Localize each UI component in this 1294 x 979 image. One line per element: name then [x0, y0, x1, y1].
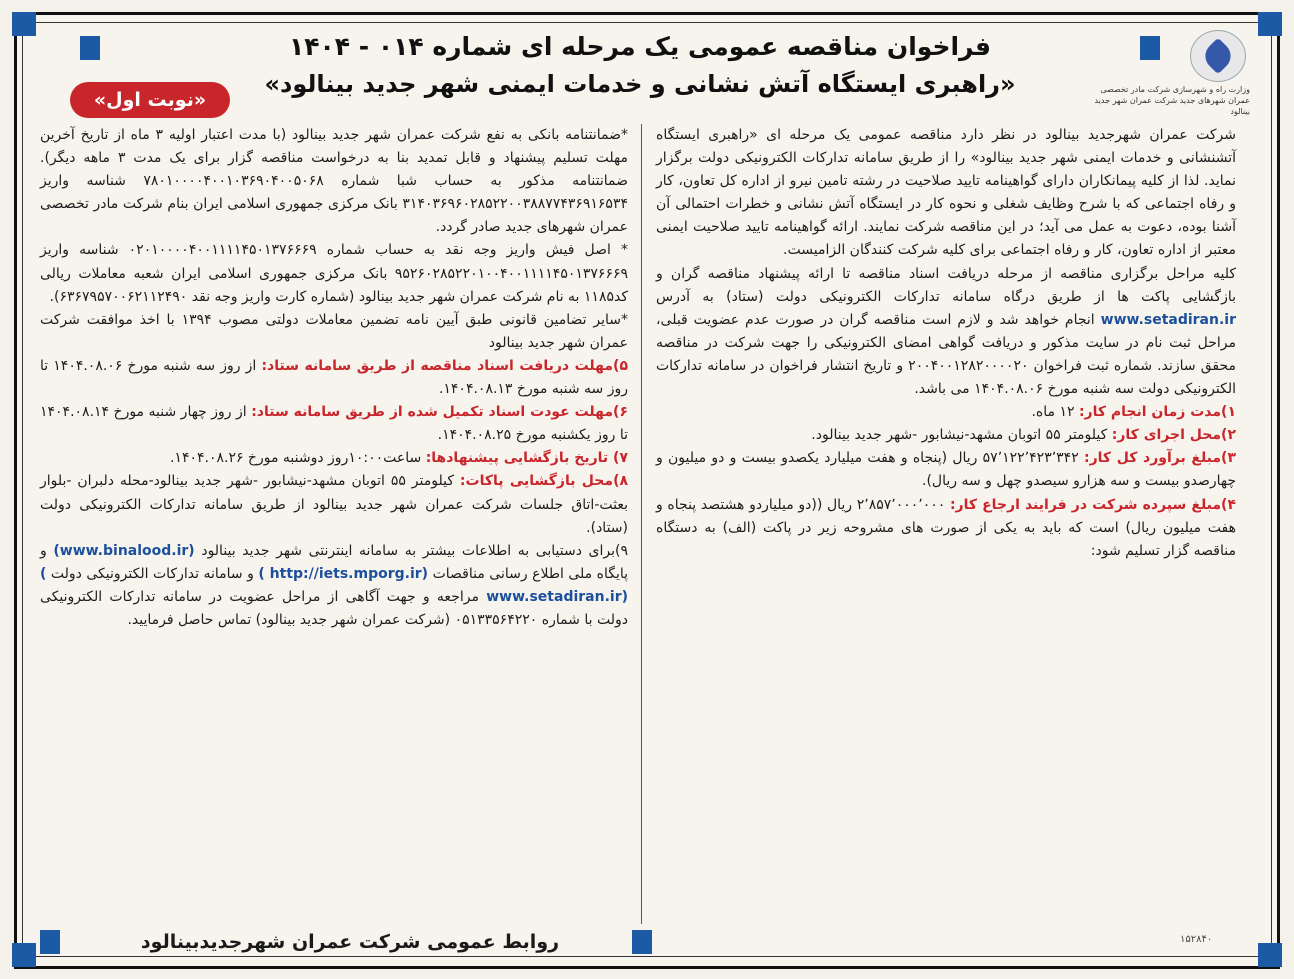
- item-location: ۲)محل اجرای کار: کیلومتر ۵۵ اتوبان مشهد-نیشابور -شهر جدید بینالود.: [811, 427, 1236, 444]
- item-document-return: ۶)مهلت عودت اسناد تکمیل شده از طریق سامانه ستاد: از روز چهار شنبه مورخ ۱۴۰۴.۰۸.۱۴ تا روز یکشنبه مورخ ۱۴۰۴.۰۸.۲۵.: [40, 404, 629, 444]
- item-opening-place: ۸)محل بازگشایی پاکات: کیلومتر ۵۵ اتوبان مشهد-نیشابور -شهر جدید بینالود-محله دلبران -بلوار بعثت-اتاق جلسات شرکت عمران شهر جدید بینالود از طریق سامانه تدارکات الکترونیکی دولت (ستاد).: [40, 473, 629, 536]
- corner-square-top-right: [1258, 12, 1282, 36]
- item-duration: ۱)مدت زمان انجام کار: ۱۲ ماه.: [1031, 404, 1236, 421]
- organization-name: وزارت راه و شهرسازی شرکت مادر تخصصی عمران شهرهای جدید شرکت عمران شهر جدید بینالود: [1094, 85, 1250, 116]
- item-deposit: ۴)مبلغ سپرده شرکت در فرایند ارجاع کار: ۲٬۸۵۷٬۰۰۰٬۰۰۰ ریال ((دو میلیاردو هشتصد پنجاه و هفت میلیون ریال) است که باید به یکی از صورت های مشروحه زیر در پاکت (الف) به دستگاه مناقصه گزار تسلیم شود:: [656, 496, 1236, 559]
- item-more-info: ۹)برای دستیابی به اطلاعات بیشتر به سامانه اینترنتی شهر جدید بینالود (www.binalood.ir) و پایگاه ملی اطلاع رسانی مناقصات ( http://iets.mporg.ir) و سامانه تدارکات الکترونیکی دولت ( www.setadiran.ir) مراجعه و جهت آگاهی از مراحل عضویت در سامانه تدارکات الکترونیکی دولت با شماره ۰۵۱۳۳۵۶۴۲۲۰ (شرکت عمران شهر جدید بینالود) تماس حاصل فرمایید.: [40, 542, 629, 628]
- setadiran-link-2[interactable]: ( www.setadiran.ir): [40, 565, 628, 605]
- tender-subtitle: «راهبری ایستگاه آتش نشانی و خدمات ایمنی شهر جدید بینالود»: [264, 70, 1016, 98]
- cash-deposit-paragraph: * اصل فیش واریز وجه نقد به حساب شماره ۰۲۰۱۰۰۰۰۴۰۰۱۱۱۱۴۵۰۱۳۷۶۶۶۹ شناسه واریز ۹۵۲۶۰۲۸۵۲۲۰۱۰۰۴۰۰۱۱۱۱۴۵۰۱۳۷۶۶۶۹ بانک مرکزی جمهوری اسلامی ایران شعبه معاملات ریالی کد۱۱۸۵ به نام شرکت عمران شهر جدید بینالود (شماره کارت واریز وجه نقد ۶۳۶۷۹۵۷۰۰۶۲۱۱۲۴۹۰).: [40, 242, 628, 305]
- other-guarantees-paragraph: *سایر تضامین قانونی طبق آیین نامه تضمین معاملات دولتی مصوب ۱۳۹۴ با اخذ موافقت شرکت عمران شهر جدید بینالود: [40, 311, 628, 351]
- organization-logo: [1190, 30, 1246, 82]
- procedure-paragraph: کلیه مراحل برگزاری مناقصه از مرحله دریافت اسناد مناقصه تا ارائه پیشنهاد مناقصه گران و بازگشایی پاکت ها از طریق درگاه سامانه تدارکات الکترونیکی دولت (ستاد) به آدرس www.setadiran.ir انجام خواهد شد و لازم است مناقصه گران در صورت عدم عضویت قبلی، مراحل ثبت نام در سایت مذکور و دریافت گواهی امضای الکترونیکی را جهت شرکت در مناقصه محقق سازند. شماره ثبت فراخوان ۲۰۰۴۰۰۱۲۸۲۰۰۰۰۲۰ و تاریخ انتشار فراخوان در سامانه تدارکات الکترونیکی دولت سه شنبه مورخ ۱۴۰۴.۰۸.۰۶ می باشد.: [656, 265, 1236, 398]
- item-estimate: ۳)مبلغ برآورد کل کار: ۵۷٬۱۲۲٬۴۲۳٬۳۴۲ ریال (پنجاه و هفت میلیارد یکصدو بیست و دو میلیون و چهارصدو بیست و سه هزارو سیصدو چهل و سه ریال).: [656, 450, 1236, 490]
- tender-title: فراخوان مناقصه عمومی یک مرحله ای شماره ۰۱۴ - ۱۴۰۴: [289, 32, 991, 61]
- right-column: [656, 124, 1236, 563]
- first-notice-badge: «نوبت اول»: [70, 82, 230, 118]
- intro-paragraph: شرکت عمران شهرجدید بینالود در نظر دارد مناقصه عمومی یک مرحله ای «راهبری ایستگاه آتشنشانی و خدمات ایمنی شهر جدید بینالود» را از طریق سامانه تدارکات الکترونیکی دولت برگزار نماید. لذا از کلیه پیمانکاران دارای گواهینامه تایید صلاحیت در رشته تامین نیرو از اداره کل تعاون، کار و رفاه اجتماعی که با شرح وظایف شغلی و نحوه کار در ایستگاه آتش نشانی و خطرات احتمالی آن آشنا بوده، دعوت به عمل می آید؛ در این مناقصه شرکت نمایند. ارائه گواهینامه تایید صلاحیت ایمنی معتبر از اداره تعاون، کار و رفاه اجتماعی برای کلیه شرکت کنندگان الزامیست.: [656, 127, 1236, 259]
- item-document-receipt: ۵)مهلت دریافت اسناد مناقصه از طریق سامانه ستاد: از روز سه شنبه مورخ ۱۴۰۴.۰۸.۰۶ تا روز سه شنبه مورخ ۱۴۰۴.۰۸.۱۳.: [40, 357, 629, 398]
- title-square-left: [80, 36, 100, 60]
- reference-number: ۱۵۲۸۴۰: [1180, 934, 1213, 945]
- footer-square-left: [40, 930, 60, 954]
- title-square-right: [1140, 36, 1160, 60]
- corner-square-bottom-left: [12, 943, 36, 967]
- footer-square-right: [632, 930, 652, 954]
- corner-square-top-left: [12, 12, 36, 36]
- binalood-link[interactable]: (www.binalood.ir): [53, 542, 195, 559]
- column-divider: [641, 124, 642, 924]
- setadiran-link[interactable]: www.setadiran.ir: [1100, 311, 1236, 328]
- item-opening-date: ۷) تاریخ بازگشایی پیشنهادها: ساعت۱۰:۰۰روز دوشنبه مورخ ۱۴۰۴.۰۸.۲۶.: [169, 450, 628, 467]
- left-column: [40, 124, 628, 632]
- bank-guarantee-paragraph: *ضمانتنامه بانکی به نفع شرکت عمران شهر جدید بینالود (با مدت اعتبار اولیه ۳ ماه از تاریخ آخرین مهلت تسلیم پیشنهاد و قابل تمدید بنا به درخواست مناقصه گزار برای یک مدت ۳ ماهه دیگر). ضمانتنامه مذکور به حساب شبا شماره ۷۸۰۱۰۰۰۰۴۰۰۱۰۳۶۹۰۴۰۰۵۰۶۸ شناسه واریز ۳۱۴۰۳۶۹۶۰۲۸۵۲۲۰۰۳۸۸۷۷۴۳۶۹۱۶۵۳۴ بانک مرکزی جمهوری اسلامی ایران بنام شرکت مادر تخصصی عمران شهرهای جدید صادر گردد.: [40, 127, 629, 236]
- corner-square-bottom-right: [1258, 943, 1282, 967]
- iets-link[interactable]: ( http://iets.mporg.ir): [258, 565, 429, 582]
- public-relations-signature: روابط عمومی شرکت عمران شهرجدیدبینالود: [140, 931, 560, 953]
